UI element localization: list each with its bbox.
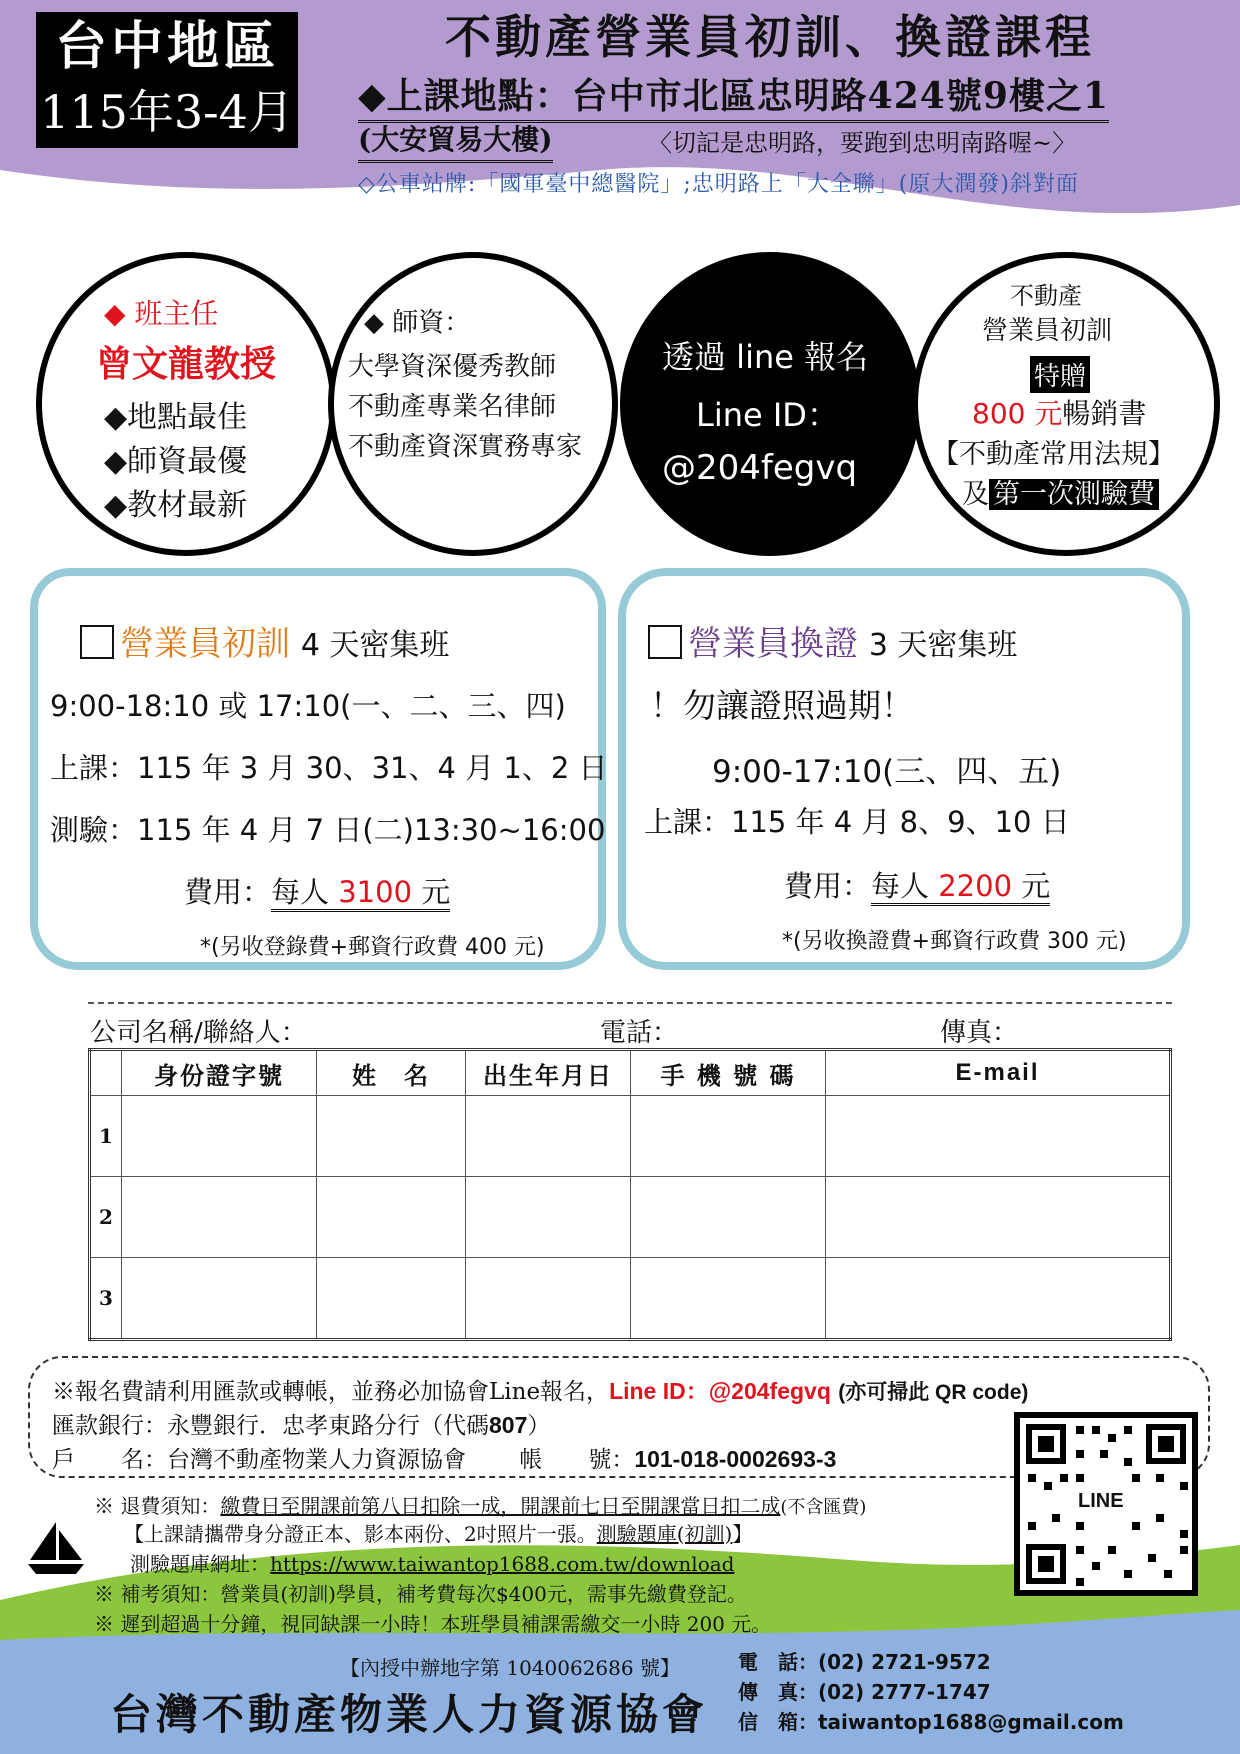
cell-email[interactable]	[826, 1177, 1171, 1258]
bank-code: 807	[489, 1412, 528, 1438]
org-name: 台灣不動產物業人力資源協會	[110, 1690, 709, 1739]
region-name: 台中地區	[54, 16, 279, 77]
director-role: ◆ 班主任	[104, 297, 219, 330]
footer-fax	[738, 1676, 991, 1705]
refund-prefix: ※ 退費須知：	[94, 1494, 221, 1518]
phone-label: 電話：	[600, 1018, 679, 1048]
payment-account	[52, 1442, 836, 1477]
gift-line-1: 不動產	[1010, 282, 1082, 310]
tel-label: 電 話：	[738, 1650, 818, 1674]
cell-mobile[interactable]	[631, 1096, 826, 1177]
bank-close: ）	[527, 1413, 551, 1439]
fee-suffix: 元	[1012, 869, 1051, 903]
course-initial-checkbox[interactable]	[80, 625, 114, 659]
fax-value: (02) 2777-1747	[818, 1680, 991, 1704]
cell-id[interactable]	[122, 1096, 317, 1177]
table-header-row	[90, 1050, 1171, 1096]
table-header-birth: 出生年月日	[466, 1050, 631, 1096]
fax-label-footer: 傳 真：	[738, 1680, 818, 1704]
teachers-heading: ◆ 師資：	[364, 308, 471, 338]
form-divider	[88, 1002, 1172, 1004]
cell-name[interactable]	[317, 1096, 466, 1177]
email-label: 信 箱：	[738, 1710, 818, 1734]
payment-bank	[52, 1408, 550, 1443]
payment-line-1	[52, 1374, 1028, 1410]
gift-exam-fee: 第一次測驗費	[989, 479, 1159, 510]
fee-label: 費用：	[784, 869, 872, 903]
cell-id[interactable]	[122, 1258, 317, 1340]
sailboat-icon	[26, 1520, 86, 1576]
late-note: ※ 遲到超過十分鐘，視同缺課一小時！本班學員補課需繳交一小時 200 元。	[94, 1612, 772, 1636]
fax-label: 傳真：	[940, 1018, 1019, 1048]
teacher-type-2: 不動產專業名律師	[348, 392, 557, 422]
payment-qr-hint: (亦可掃此 QR code)	[838, 1381, 1029, 1404]
fee-amount: 2200	[938, 869, 1013, 903]
gift-price-suffix: 暢銷書	[1062, 397, 1147, 430]
course-renew-dates: 上課：115 年 4 月 8、9、10 日	[644, 805, 1070, 839]
course-initial-type: 4 天密集班	[300, 628, 450, 663]
cell-birth[interactable]	[466, 1258, 631, 1340]
fee-prefix: 每人	[871, 869, 939, 903]
course-initial-name: 營業員初訓	[120, 624, 290, 664]
row-number: 3	[90, 1258, 122, 1340]
course-initial-heading	[80, 616, 449, 665]
course-initial-exam: 測驗：115 年 4 月 7 日(二)13:30~16:00	[50, 813, 606, 847]
table-row	[90, 1177, 1171, 1258]
course-address: ◆上課地點：台中市北區忠明路424號9樓之1	[358, 72, 1109, 123]
footer-email	[738, 1706, 1124, 1735]
gift-and: 及	[962, 479, 989, 510]
license-number: 【內授中辦地字第 1040062686 號】	[340, 1656, 680, 1680]
fee-prefix: 每人	[271, 875, 339, 909]
cell-birth[interactable]	[466, 1177, 631, 1258]
cell-birth[interactable]	[466, 1096, 631, 1177]
row-number: 1	[90, 1096, 122, 1177]
fee-suffix: 元	[412, 875, 451, 909]
line-id-value[interactable]: @204fegvq	[662, 448, 858, 488]
qr-line-label: LINE	[1078, 1490, 1124, 1512]
fee-amount: 3100	[338, 875, 413, 909]
bank-url-label: 測驗題庫網址：	[130, 1552, 270, 1576]
gift-book: 【不動產常用法規】	[932, 439, 1175, 470]
course-renew-name: 營業員換證	[688, 624, 858, 664]
course-renew-type: 3 天密集班	[868, 628, 1018, 663]
course-initial-extra: *(另收登錄費+郵資行政費 400 元)	[200, 935, 545, 960]
payment-line-id[interactable]: Line ID：@204fegvq	[609, 1378, 831, 1404]
region-date: 115年3-4月	[40, 85, 294, 139]
fee-label: 費用：	[184, 875, 272, 909]
bank-label: 匯款銀行：永豐銀行．忠孝東路分行（代碼	[52, 1413, 489, 1439]
table-row	[90, 1258, 1171, 1340]
refund-note	[94, 1492, 866, 1522]
refund-suffix: (不含匯費)	[780, 1497, 867, 1518]
teacher-type-3: 不動產資深實務專家	[348, 432, 583, 462]
company-label: 公司名稱/聯絡人：	[90, 1018, 307, 1048]
table-header-mobile: 手 機 號 碼	[631, 1050, 826, 1096]
course-initial-dates: 上課：115 年 3 月 30、31、4 月 1、2 日	[50, 751, 608, 785]
course-initial-time: 9:00-18:10 或 17:10(一、二、三、四)	[50, 689, 566, 723]
course-renew-extra: *(另收換證費+郵資行政費 300 元)	[782, 929, 1127, 954]
cell-id[interactable]	[122, 1177, 317, 1258]
gift-price-line	[972, 392, 1146, 432]
cell-mobile[interactable]	[631, 1177, 826, 1258]
course-initial-fee	[184, 870, 450, 911]
retake-note: ※ 補考須知：營業員(初訓)學員，補考費每次$400元，需事先繳費登記。	[94, 1582, 747, 1606]
question-bank-link[interactable]: 測驗題庫(初訓)	[596, 1522, 733, 1546]
registration-table	[88, 1048, 1172, 1341]
gift-exam-line	[962, 472, 1159, 511]
teacher-type-1: 大學資深優秀教師	[348, 352, 557, 382]
bring-note	[124, 1520, 752, 1548]
cell-name[interactable]	[317, 1177, 466, 1258]
course-renew-fee	[784, 864, 1050, 905]
account-name: 戶 名：台灣不動產物業人力資源協會	[52, 1447, 466, 1473]
bring-text: 【上課請攜帶身分證正本、影本兩份、2吋照片一張。	[124, 1522, 597, 1546]
table-header-name: 姓 名	[317, 1050, 466, 1096]
building-note: 〈切記是忠明路，要跑到忠明南路喔~〉	[648, 129, 1077, 157]
gift-badge: 特贈	[1030, 356, 1090, 393]
bank-url-link[interactable]: https://www.taiwantop1688.com.tw/download	[270, 1552, 735, 1576]
feature-location: ◆地點最佳	[104, 400, 248, 435]
table-header-num	[90, 1050, 122, 1096]
payment-instruction: ※報名費請利用匯款或轉帳，並務必加協會Line報名，	[52, 1379, 610, 1405]
row-number: 2	[90, 1177, 122, 1258]
line-id-label: Line ID：	[696, 396, 839, 434]
refund-text: 繳費日至開課前第八日扣除一成，開課前七日至開課當日扣二成	[220, 1494, 781, 1518]
page-title: 不動產營業員初訓、換證課程	[445, 10, 1095, 64]
table-header-email: E-mail	[826, 1050, 1171, 1096]
gift-line-2: 營業員初訓	[982, 316, 1113, 346]
feature-materials: ◆教材最新	[104, 488, 248, 523]
bring-close: 】	[732, 1522, 753, 1546]
course-renew-warning: ！勿讓證照過期！	[650, 686, 914, 725]
table-header-id: 身份證字號	[122, 1050, 317, 1096]
footer-tel	[738, 1646, 991, 1675]
course-renew-checkbox[interactable]	[648, 625, 682, 659]
fee-value	[871, 869, 1050, 906]
line-signup-text: 透過 line 報名	[662, 338, 869, 376]
email-value[interactable]: taiwantop1688@gmail.com	[818, 1710, 1124, 1734]
account-no: 101-018-0002693-3	[634, 1446, 837, 1472]
bank-url-note	[130, 1550, 734, 1578]
cell-mobile[interactable]	[631, 1258, 826, 1340]
table-row	[90, 1096, 1171, 1177]
cell-email[interactable]	[826, 1096, 1171, 1177]
bus-stop-info: ◇公車站牌:「國軍臺中總醫院」;忠明路上「大全聯」(原大潤發)斜對面	[358, 172, 1079, 197]
cell-name[interactable]	[317, 1258, 466, 1340]
feature-teachers: ◆師資最優	[104, 444, 248, 479]
account-no-label: 帳 號：	[519, 1447, 635, 1473]
cell-email[interactable]	[826, 1258, 1171, 1340]
fee-value	[271, 875, 450, 912]
course-renew-time: 9:00-17:10(三、四、五)	[712, 754, 1062, 790]
gift-price: 800 元	[972, 397, 1063, 430]
building-name: (大安貿易大樓)	[358, 120, 553, 163]
region-badge	[36, 12, 298, 148]
course-renew-heading	[648, 616, 1017, 665]
tel-value: (02) 2721-9572	[818, 1650, 991, 1674]
director-name: 曾文龍教授	[96, 343, 277, 385]
